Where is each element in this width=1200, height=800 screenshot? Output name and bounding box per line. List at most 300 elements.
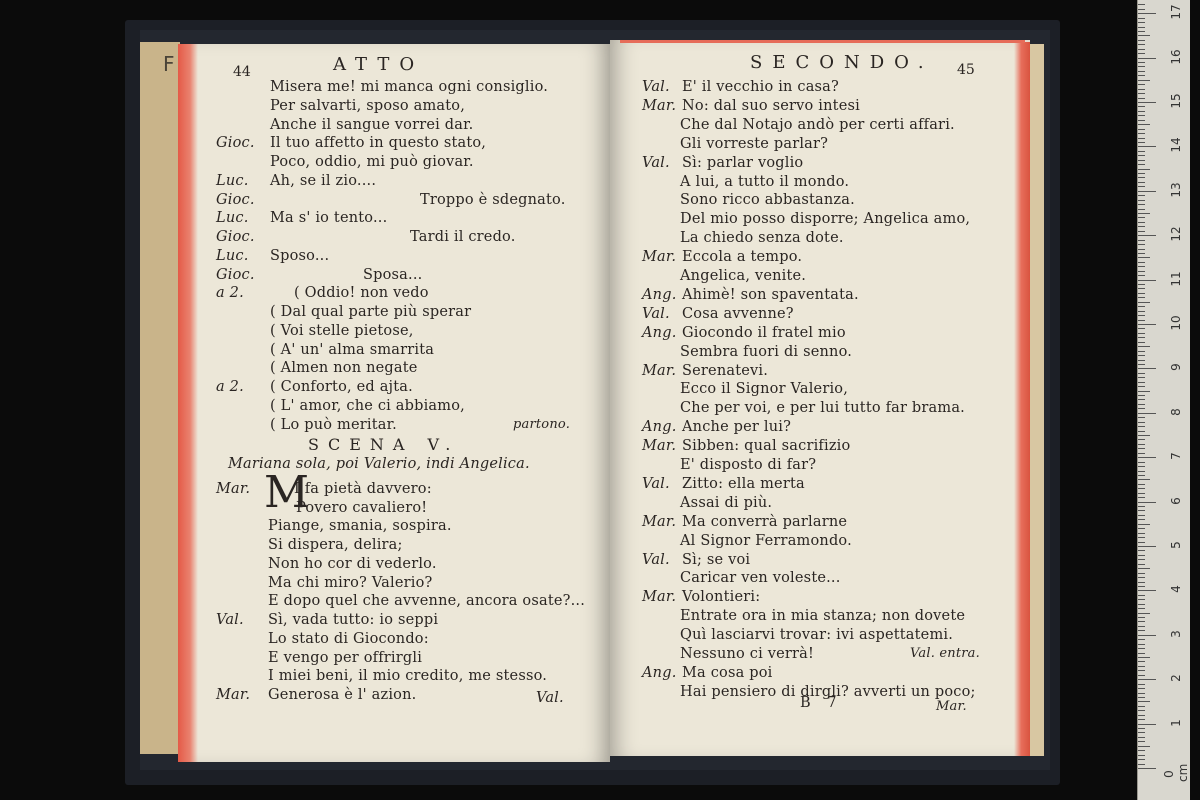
speaker-label: Mar. (642, 513, 677, 530)
ruler-tick (1138, 617, 1145, 618)
ruler-tick (1138, 222, 1145, 223)
ruler-tick (1138, 62, 1145, 63)
ruler-number: 12 (1169, 226, 1183, 242)
catchword: Mar. (936, 699, 967, 714)
page-number: 45 (957, 62, 975, 78)
ruler-tick (1138, 129, 1145, 130)
ruler-tick (1138, 284, 1145, 285)
ruler-tick (1138, 635, 1156, 636)
ruler-tick (1138, 510, 1145, 511)
verse-line: ( Almen non negate (270, 360, 418, 377)
ruler-tick (1138, 590, 1156, 591)
ruler-tick (1138, 573, 1145, 574)
ruler-tick (1138, 4, 1145, 5)
ruler-tick (1138, 462, 1145, 463)
ruler-tick (1138, 399, 1145, 400)
verse-line: Che per voi, e per lui tutto far brama. (680, 400, 965, 417)
ruler-tick (1138, 408, 1145, 409)
ruler-tick (1138, 346, 1150, 347)
speaker-label: a 2. (216, 379, 244, 395)
ruler-number: 7 (1169, 452, 1183, 461)
verse-line: Hai pensiero di dirgli? avverti un poco; (680, 683, 976, 700)
ruler-tick (1138, 89, 1145, 90)
ruler-tick (1138, 639, 1145, 640)
drop-cap: M (264, 467, 310, 518)
ruler-tick (1138, 328, 1145, 329)
ruler-tick (1138, 577, 1145, 578)
ruler-tick (1138, 9, 1145, 10)
verse-line: Per salvarti, sposo amato, (270, 97, 466, 114)
ruler-tick (1138, 582, 1145, 583)
speaker-label: Gioc. (216, 191, 255, 208)
ruler-tick (1138, 324, 1156, 325)
ruler-tick (1138, 519, 1145, 520)
ruler-tick (1138, 542, 1145, 543)
ruler-tick (1138, 160, 1145, 161)
verse-line: Lo stato di Giocondo: (268, 630, 429, 647)
ruler-tick (1138, 471, 1145, 472)
ruler-tick (1138, 706, 1145, 707)
ruler-number: 15 (1169, 93, 1183, 109)
ruler-tick (1138, 688, 1145, 689)
ruler-tick (1138, 31, 1145, 32)
ruler-tick (1138, 35, 1150, 36)
ruler-tick (1138, 697, 1145, 698)
ruler-number: 8 (1169, 407, 1183, 416)
ruler-tick (1138, 550, 1145, 551)
ruler-tick (1138, 382, 1145, 383)
ruler-tick (1138, 302, 1150, 303)
ruler-tick (1138, 506, 1145, 507)
ruler-number: 4 (1169, 585, 1183, 594)
left-page (178, 44, 610, 762)
ruler-tick (1138, 151, 1145, 152)
verse-line: Caricar ven voleste... (680, 570, 841, 587)
ruler-tick (1138, 231, 1145, 232)
ruler-number: 3 (1169, 629, 1183, 638)
verse-line: Quì lasciarvi trovar: ivi aspettatemi. (680, 627, 954, 644)
ruler-tick (1138, 524, 1150, 525)
left-red-edge (178, 44, 198, 762)
speaker-label: Luc. (216, 247, 249, 264)
ruler-tick (1138, 373, 1145, 374)
verse-line: Il tuo affetto in questo stato, (270, 135, 487, 152)
ruler-tick (1138, 502, 1156, 503)
measurement-ruler (1137, 0, 1190, 800)
ruler-tick (1138, 235, 1156, 236)
ruler-tick (1138, 93, 1145, 94)
ruler-tick (1138, 257, 1150, 258)
ruler-number: 14 (1169, 137, 1183, 154)
ruler-tick (1138, 146, 1156, 147)
ruler-tick (1138, 58, 1156, 59)
ruler-tick (1138, 177, 1145, 178)
ruler-tick (1138, 444, 1145, 445)
ruler-number: 1 (1169, 718, 1183, 727)
ruler-number: 0 cm (1162, 763, 1190, 782)
verse-line: Zitto: ella merta (682, 475, 805, 492)
ruler-tick (1138, 155, 1145, 156)
verse-line: ( Conforto, ed ajta. (270, 379, 413, 395)
ruler-tick (1138, 191, 1156, 192)
ruler-tick (1138, 435, 1150, 436)
right-red-edge (1014, 42, 1030, 756)
right-page (610, 40, 1030, 756)
ruler-tick (1138, 213, 1150, 214)
ruler-tick (1138, 604, 1145, 605)
ruler-tick (1138, 106, 1145, 107)
ruler-tick (1138, 475, 1145, 476)
ruler-tick (1138, 559, 1145, 560)
ruler-tick (1138, 306, 1145, 307)
verse-line: Volontieri: (682, 589, 761, 606)
ruler-tick (1138, 484, 1145, 485)
ruler-number: 11 (1169, 270, 1183, 287)
verse-line: Si dispera, delira; (268, 537, 403, 553)
ruler-tick (1138, 404, 1145, 405)
verse-line: ( Dal qual parte più sperar (270, 304, 472, 320)
ruler-tick (1138, 49, 1145, 50)
ruler-tick (1138, 586, 1145, 587)
book-cover-edge (140, 42, 180, 754)
ruler-tick (1138, 417, 1145, 418)
verse-line: Sono ricco abbastanza. (680, 192, 855, 209)
speaker-label: Gioc. (216, 266, 255, 283)
ruler-tick (1138, 275, 1145, 276)
ruler-tick (1138, 595, 1145, 596)
ruler-tick (1138, 337, 1145, 338)
verse-line: E' il vecchio in casa? (682, 79, 840, 95)
verse-line: Assai di più. (680, 494, 773, 511)
ruler-number: 10 (1169, 315, 1183, 331)
ruler-tick (1138, 297, 1145, 298)
ruler-tick (1138, 750, 1145, 751)
speaker-label: Ang. (642, 286, 677, 303)
ruler-tick (1138, 675, 1145, 676)
ruler-tick (1138, 546, 1156, 547)
ruler-tick (1138, 98, 1145, 99)
ruler-tick (1138, 311, 1145, 312)
ruler-tick (1138, 741, 1145, 742)
ruler-tick (1138, 608, 1145, 609)
ruler-tick (1138, 240, 1145, 241)
verse-line: I miei beni, il mio credito, me stesso. (268, 668, 548, 685)
ruler-tick (1138, 764, 1145, 765)
ruler-tick (1138, 395, 1145, 396)
page-number: 44 (233, 64, 251, 80)
ruler-tick (1138, 200, 1145, 201)
ruler-tick (1138, 244, 1145, 245)
verse-line: Misera me! mi manca ogni consiglio. (270, 79, 549, 95)
right-red-top (620, 40, 1025, 43)
ruler-tick (1138, 457, 1156, 458)
verse-line: Ah, se il zio.... (270, 172, 377, 189)
verse-line: Ma s' io tento... (270, 210, 388, 227)
ruler-tick (1138, 564, 1145, 565)
ruler-tick (1138, 288, 1145, 289)
speaker-label: Gioc. (216, 135, 255, 152)
speaker-label: Mar. (642, 589, 677, 606)
speaker-label: a 2. (216, 285, 244, 302)
ruler-tick (1138, 621, 1145, 622)
verse-line: Giocondo il fratel mio (682, 324, 846, 341)
ruler-tick (1138, 80, 1150, 81)
ruler-tick (1138, 386, 1145, 387)
ruler-number: 6 (1169, 496, 1183, 505)
page-block-edge (1030, 44, 1044, 756)
verse-line: Poco, oddio, mi può giovar. (270, 154, 474, 170)
ruler-tick (1138, 413, 1156, 414)
ruler-tick (1138, 537, 1145, 538)
ruler-tick (1138, 497, 1145, 498)
ruler-tick (1138, 599, 1145, 600)
ruler-tick (1138, 377, 1145, 378)
speaker-label: Val. (642, 305, 670, 322)
ruler-tick (1138, 644, 1145, 645)
verse-line: I fa pietà davvero: (294, 480, 432, 497)
speaker-label: Val. (642, 154, 670, 171)
ruler-tick (1138, 226, 1145, 227)
ruler-tick (1138, 630, 1145, 631)
speaker-label: Val. (642, 79, 670, 95)
ruler-tick (1138, 360, 1145, 361)
verse-line: Eccola a tempo. (682, 249, 803, 266)
ruler-tick (1138, 124, 1150, 125)
ruler-tick (1138, 120, 1145, 121)
verse-line: Ecco il Signor Valerio, (680, 381, 849, 398)
verse-line: Ahimè! son spaventata. (682, 286, 859, 303)
verse-line: ( L' amor, che ci abbiamo, (270, 397, 465, 414)
stage-direction: Val. entra. (910, 646, 980, 661)
verse-line: Che dal Notajo andò per certi affari. (680, 116, 955, 133)
verse-line: Al Signor Ferramondo. (680, 532, 852, 549)
verse-line: Serenatevi. (682, 362, 769, 379)
verse-line: ( Voi stelle pietose, (270, 322, 414, 339)
ruler-tick (1138, 555, 1145, 556)
speaker-label: Luc. (216, 172, 249, 189)
ruler-tick (1138, 759, 1145, 760)
ruler-tick (1138, 253, 1145, 254)
ruler-tick (1138, 679, 1156, 680)
verse-line: Sposa... (363, 266, 423, 283)
ruler-tick (1138, 453, 1145, 454)
verse-line: Sì: parlar voglio (682, 154, 804, 171)
verse-line: E vengo per offrirgli (268, 649, 423, 666)
ruler-tick (1138, 693, 1145, 694)
ruler-tick (1138, 670, 1145, 671)
verse-line: Angelica, venite. (680, 268, 807, 284)
speaker-label: Mar. (642, 97, 677, 114)
speaker-label: Val. (642, 475, 670, 492)
verse-line: Ma cosa poi (682, 664, 773, 681)
verse-line: Sibben: qual sacrifizio (682, 438, 851, 455)
speaker-label: Mar. (642, 438, 677, 455)
verse-line: E dopo quel che avvenne, ancora osate?... (268, 593, 586, 610)
ruler-tick (1138, 13, 1156, 14)
verse-line: Sembra fuori di senno. (680, 343, 853, 360)
ruler-tick (1138, 368, 1156, 369)
ruler-number: 5 (1169, 541, 1183, 549)
verse-line: Piange, smania, sospira. (268, 518, 452, 535)
ruler-tick (1138, 53, 1145, 54)
ruler-tick (1138, 342, 1145, 343)
speaker-label: Mar. (216, 687, 251, 703)
ruler-tick (1138, 661, 1145, 662)
verse-line: No: dal suo servo intesi (682, 97, 860, 114)
ruler-tick (1138, 768, 1156, 769)
speaker-label: Ang. (642, 419, 677, 436)
ruler-tick (1138, 262, 1145, 263)
verse-line: Cosa avvenne? (682, 305, 794, 322)
ruler-tick (1138, 164, 1145, 165)
ruler-tick (1138, 479, 1150, 480)
ruler-tick (1138, 66, 1145, 67)
ruler-tick (1138, 448, 1145, 449)
ruler-tick (1138, 732, 1145, 733)
ruler-tick (1138, 719, 1145, 720)
ruler-tick (1138, 271, 1145, 272)
ruler-tick (1138, 44, 1145, 45)
verse-line: Ma converrà parlarne (682, 513, 848, 530)
verse-line: ( Lo può meritar. (270, 416, 397, 433)
verse-line: Sì, vada tutto: io seppi (268, 612, 439, 628)
speaker-label: Ang. (642, 664, 677, 681)
ruler-tick (1138, 138, 1145, 139)
ruler-tick (1138, 293, 1145, 294)
verse-line: ( A' un' alma smarrita (270, 341, 435, 358)
ruler-tick (1138, 115, 1145, 116)
ruler-number: 16 (1169, 48, 1183, 65)
ruler-tick (1138, 40, 1145, 41)
ruler-number: 13 (1169, 182, 1183, 198)
ruler-tick (1138, 351, 1145, 352)
stage-direction: partono. (513, 416, 571, 432)
speaker-label: Mar. (216, 480, 251, 497)
verse-line: Mariana sola, poi Valerio, indi Angelica. (228, 456, 530, 472)
verse-line: Del mio posso disporre; Angelica amo, (680, 211, 971, 228)
speaker-label: Gioc. (216, 229, 255, 245)
ruler-tick (1138, 142, 1145, 143)
ruler-tick (1138, 84, 1145, 85)
ruler-tick (1138, 666, 1145, 667)
verse-line: Sposo... (270, 247, 330, 264)
ruler-tick (1138, 439, 1145, 440)
running-header: ATTO (333, 54, 425, 75)
speaker-label: Mar. (642, 362, 677, 379)
ruler-tick (1138, 186, 1145, 187)
ruler-tick (1138, 728, 1145, 729)
ruler-tick (1138, 648, 1145, 649)
ruler-tick (1138, 568, 1150, 569)
verse-line: Anche per lui? (682, 419, 792, 436)
ruler-tick (1138, 493, 1145, 494)
ruler-tick (1138, 320, 1145, 321)
verse-line: Tardi il credo. (410, 229, 516, 245)
ruler-tick (1138, 102, 1156, 103)
ruler-number: 2 (1169, 674, 1183, 683)
ruler-tick (1138, 71, 1145, 72)
verse-line: Povero cavaliero! (296, 499, 428, 516)
ruler-tick (1138, 169, 1150, 170)
ruler-tick (1138, 715, 1145, 716)
verse-line: Gli vorreste parlar? (680, 135, 829, 152)
ruler-tick (1138, 653, 1145, 654)
verse-line: ( Oddio! non vedo (294, 285, 429, 302)
ruler-tick (1138, 710, 1145, 711)
speaker-label: Mar. (642, 249, 677, 266)
ruler-tick (1138, 27, 1145, 28)
ruler-tick (1138, 75, 1145, 76)
ruler-tick (1138, 209, 1145, 210)
ruler-number: 9 (1169, 363, 1183, 372)
margin-mark: F (163, 52, 175, 76)
verse-line: La chiedo senza dote. (680, 230, 844, 247)
verse-line: Troppo è sdegnato. (420, 191, 566, 208)
ruler-tick (1138, 204, 1145, 205)
speaker-label: Val. (216, 612, 244, 628)
ruler-tick (1138, 466, 1145, 467)
speaker-label: Val. (642, 551, 670, 568)
ruler-tick (1138, 613, 1150, 614)
ruler-number: 17 (1169, 4, 1183, 20)
ruler-tick (1138, 528, 1145, 529)
ruler-tick (1138, 182, 1145, 183)
ruler-tick (1138, 195, 1145, 196)
ruler-tick (1138, 364, 1145, 365)
speaker-label: Ang. (642, 324, 677, 341)
verse-line: SCENA V. (308, 435, 460, 455)
ruler-tick (1138, 280, 1156, 281)
ruler-tick (1138, 422, 1145, 423)
verse-line: Entrate ora in mia stanza; non dovete (680, 608, 966, 625)
ruler-tick (1138, 391, 1150, 392)
ruler-tick (1138, 133, 1145, 134)
ruler-tick (1138, 431, 1145, 432)
ruler-tick (1138, 173, 1145, 174)
ruler-tick (1138, 684, 1145, 685)
verse-line: Nessuno ci verrà! (680, 646, 815, 662)
verse-line: Generosa è l' azion. (268, 687, 417, 703)
ruler-tick (1138, 724, 1156, 725)
ruler-tick (1138, 755, 1145, 756)
ruler-tick (1138, 333, 1145, 334)
verse-line: Non ho cor di vederlo. (268, 555, 437, 572)
ruler-tick (1138, 315, 1145, 316)
ruler-tick (1138, 737, 1145, 738)
verse-line: A lui, a tutto il mondo. (680, 173, 850, 190)
ruler-tick (1138, 217, 1145, 218)
ruler-tick (1138, 426, 1145, 427)
ruler-tick (1138, 515, 1145, 516)
ruler-tick (1138, 266, 1145, 267)
ruler-tick (1138, 18, 1145, 19)
ruler-tick (1138, 111, 1145, 112)
verse-line: E' disposto di far? (680, 457, 817, 473)
verse-line: Ma chi miro? Valerio? (268, 574, 433, 591)
ruler-tick (1138, 626, 1145, 627)
ruler-tick (1138, 22, 1145, 23)
ruler-tick (1138, 701, 1150, 702)
speaker-label: Luc. (216, 210, 249, 227)
verse-line: Anche il sangue vorrei dar. (270, 116, 474, 133)
catchword: Val. (536, 690, 564, 706)
ruler-tick (1138, 657, 1150, 658)
signature-mark: B 7 (800, 695, 843, 711)
ruler-tick (1138, 746, 1150, 747)
ruler-tick (1138, 533, 1145, 534)
verse-line: Sì; se voi (682, 551, 751, 568)
ruler-tick (1138, 488, 1145, 489)
